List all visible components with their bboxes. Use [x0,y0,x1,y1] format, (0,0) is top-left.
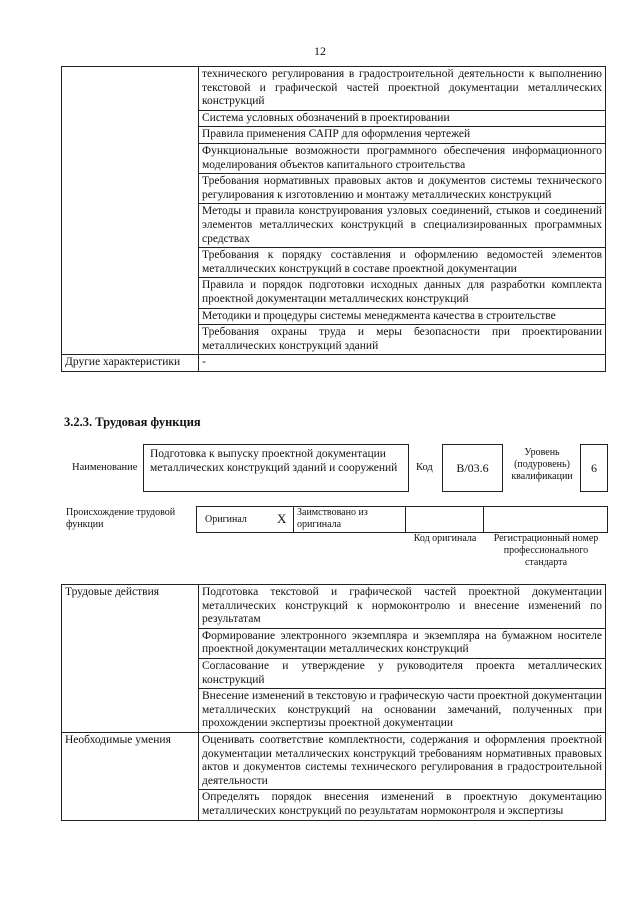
section-title: 3.2.3. Трудовая функция [64,415,201,429]
other-characteristics-label: Другие характеристики [62,355,199,372]
labor-actions-label: Трудовые действия [62,585,199,733]
table-cell: Система условных обозначений в проектировании [199,110,606,127]
level-label: Уровень (подуровень) квалификации [511,447,573,482]
other-characteristics-value: - [199,355,606,372]
knowledge-table [61,66,606,372]
table-cell: Методики и процедуры системы менеджмента качества в строительстве [199,308,606,325]
original-label: Оригинал [205,514,247,525]
table-cell: Правила и порядок подготовки исходных данных для разработки комплекта проектной документации металлических конструкций [199,278,606,308]
table-row [62,67,606,111]
level-value: 6 [580,444,608,492]
table-row [62,732,606,789]
table-cell: технического регулирования в градостроительной деятельности к выполнению текстовой и графической частей проектной документации металлических конструкций [199,67,606,111]
table-cell: Требования к порядку составления и оформлению ведомостей элементов металлических конструкций в составе проектной документации [199,248,606,278]
original-mark: X [277,511,287,526]
table-cell: Требования охраны труда и меры безопасности при проектировании металлических конструкций зданий [199,325,606,355]
table-cell: Правила применения САПР для оформления чертежей [199,127,606,144]
table-row [62,355,606,372]
table-cell: Оценивать соответствие комплектности, содержания и оформления проектной документации металлических конструкций требованиям нормативных правовых актов и документов системы технического регулирования в градостроительной деятельности [199,732,606,789]
code-original-label: Код оригинала [413,533,477,544]
origin-divider [405,507,406,532]
required-skills-label: Необходимые умения [62,732,199,820]
origin-divider [293,507,294,532]
origin-label: Происхождение трудовой функции [66,507,176,530]
table-cell: Методы и правила конструирования узловых соединений, стыков и соединений элементов металлических конструкций в специализированных программных средствах [199,204,606,248]
reg-number-label: Регистрационный номер профессионального стандарта [493,533,599,568]
table-cell: Внесение изменений в текстовую и графическую части проектной документации металлических конструкций на основании замечаний, полученных при прохождении экспертизы проектной документации [199,689,606,733]
labor-function-table [61,584,606,821]
name-label: Наименование [72,462,138,473]
page-number: 12 [314,44,326,58]
table-row [62,585,606,629]
table-cell: Подготовка текстовой и графической частей проектной документации металлических конструкций к нормоконтролю и внесение изменений по результатам [199,585,606,629]
code-label: Код [416,462,433,473]
code-value: В/03.6 [442,444,503,492]
table-cell-empty [62,67,199,355]
table-cell: Требования нормативных правовых актов и документов системы технического регулирования к изготовлению и монтажу металлических конструкций [199,174,606,204]
table-cell: Согласование и утверждение у руководителя проекта металлических конструкций [199,658,606,688]
origin-divider [483,507,484,532]
table-cell: Формирование электронного экземпляра и экземпляра на бумажном носителе проектной документации металлических конструкций [199,628,606,658]
borrowed-label: Заимствовано из оригинала [297,507,368,530]
table-cell: Определять порядок внесения изменений в проектную документацию металлических конструкций по результатам нормоконтроля и экспертизы [199,790,606,820]
table-cell: Функциональные возможности программного обеспечения информационного моделирования объектов капитального строительства [199,143,606,173]
origin-row [196,506,608,533]
function-name-box: Подготовка к выпуску проектной документации металлических конструкций зданий и сооружений [143,444,409,492]
